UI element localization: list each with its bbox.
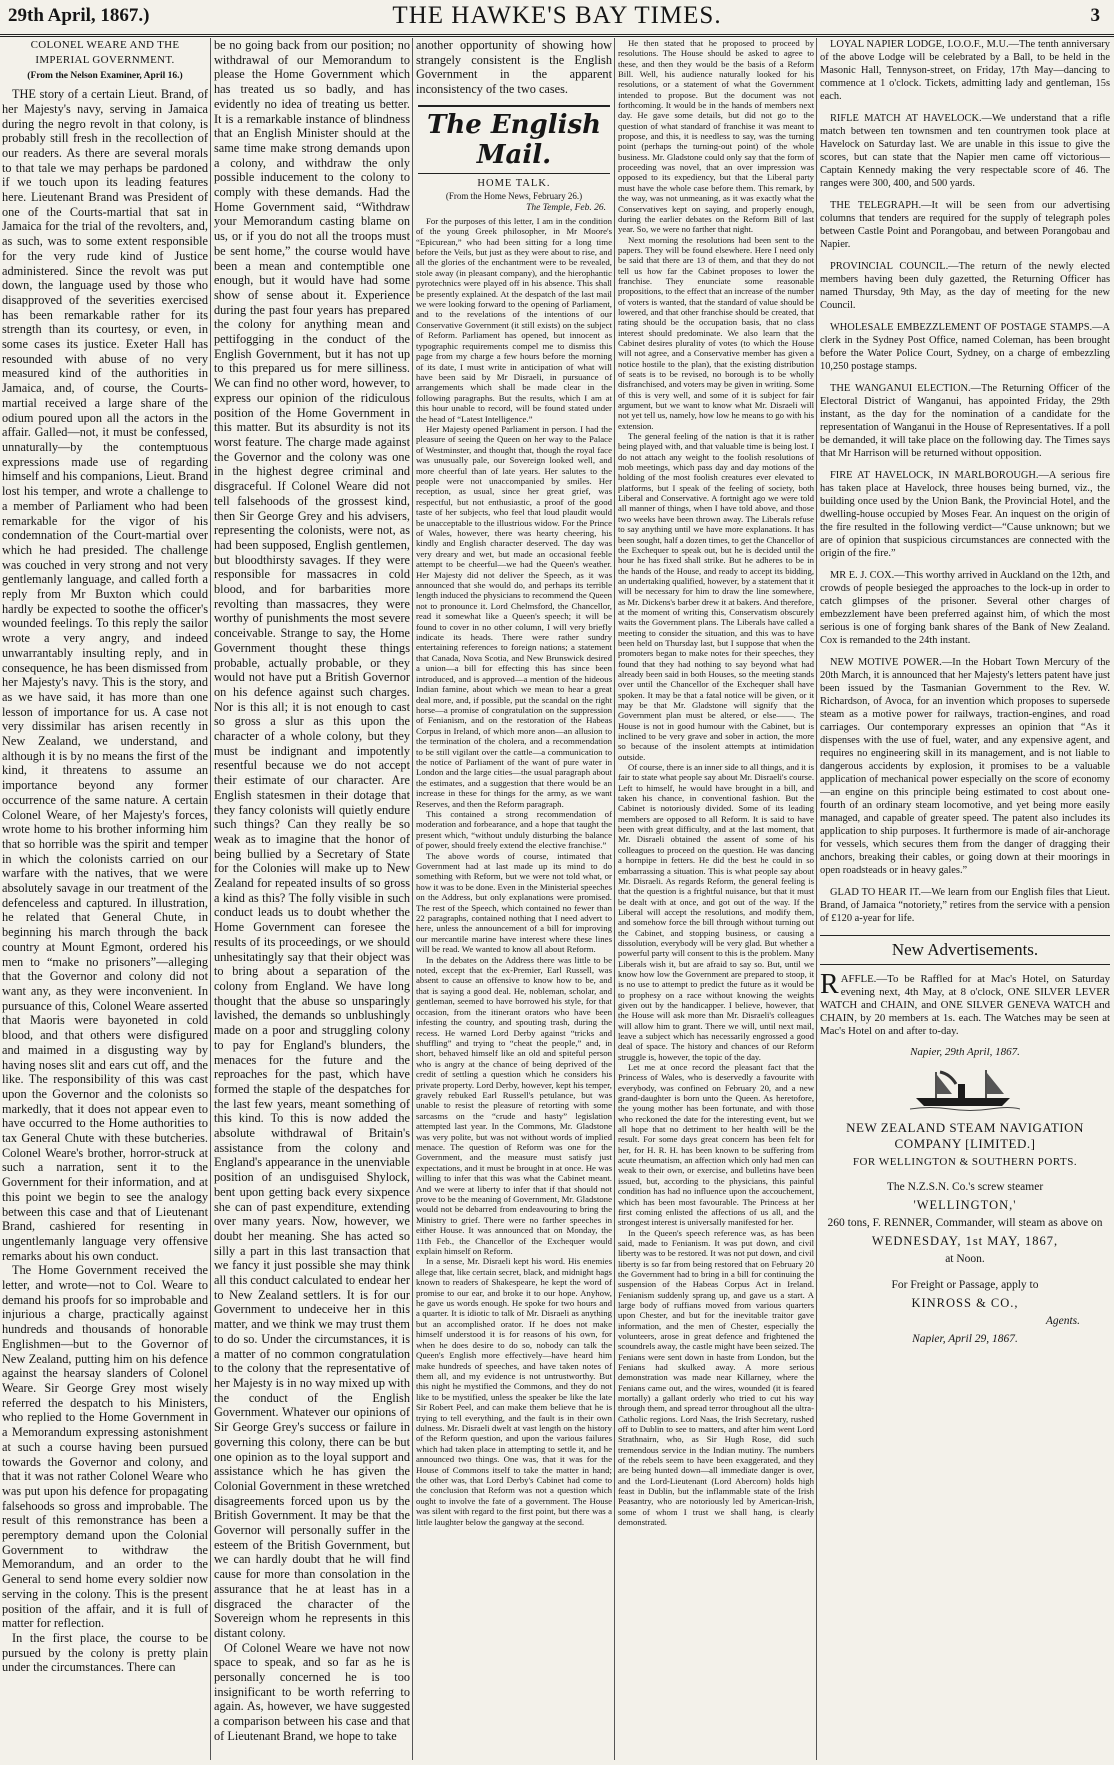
raffle-signoff: Napier, 29th April, 1867. bbox=[910, 1046, 1020, 1058]
local-news-list bbox=[820, 38, 1110, 925]
column-rule bbox=[412, 38, 413, 1760]
section-title: The English Mail. bbox=[426, 109, 602, 170]
article-paragraph: Let me at once record the pleasant fact that the Princess of Wales, who is deservedly a favourite with everybody, was confined on February 20, and a new grand-daughter is born unto the Queen. As heretofore, the young mother has been fortunate, and with those who reckoned the date for the interesting event, but we all hope that no detriment to her health will be the result. For some days great concern has been felt for her, for H. R. H. has been known to be suffering from acute rheumatism, an affection which only had men can weak to their own, or exercise, and bulletins have been issued, but, according to the physicians, this painful condition has had no influence upon the accouchement, which has been most favourable. The Princess at her first coming enlisted the affections of us all, and the strongest interest is universally manifested for her. bbox=[618, 1062, 814, 1228]
news-text: —This worthy arrived in Auckland on the 12th, and crowds of people besieged the approaches to the lock-up in order to catch glimpses of the prisoner. Several other charges of embezzlement have been preferred against him, of which the most serious is one of forging bank shares of the Bank of New Zealand. Cox is remanded to the 24th instant. bbox=[820, 570, 1110, 646]
sailing-time: at Noon. bbox=[945, 1253, 985, 1265]
article-source: (From the Nelson Examiner, April 16.) bbox=[27, 71, 183, 82]
raffle-text: AFFLE.—To be Raffled for at Mac's Hotel, on Saturday evening next, 4th May, at 8 o'clock, ONE SILVER LEVER WATCH and CHAIN, and ONE SILVER GENEVA WATCH and CHAIN, by 20 members at 1s. each. The Watches may be seen at Mac's Hotel on and after to-day. bbox=[820, 973, 1110, 1037]
news-lead: FIRE AT HAVELOCK, IN MARLBOROUGH. bbox=[830, 470, 1039, 481]
news-lead: LOYAL NAPIER LODGE, I.O.O.F., M.U. bbox=[830, 39, 1009, 50]
news-text: —A serious fire has taken place at Havelock, three houses being burned, viz., the building once used by the Union Bank, the Provincial Hotel, and the dwelling-house occupied by Moses Fear. An inquest on the origin of the fire resulted in the following verdict—“Cause unknown; but we are of opinion that suspicious circumstances are connected with the origin of the fire.” bbox=[820, 470, 1110, 559]
news-lead: NEW MOTIVE POWER. bbox=[830, 657, 942, 668]
article-paragraph: Next morning the resolutions had been sent to the papers. They will be found elsewhere. Here I need only be said that there are 13 of them, and that they do not tell us how far the Cabinet proposes to lower the franchise. They enunciate some reasonable propositions, to the effect that an increase of the number of voters is wanted, that the standard of value should be lowered, and that other franchise should be created, that rating should be the occupation basis, that no class interest should predominate. We also learn that the Cabinet desires plurality of votes (to which the House will not agree, and a Conservative member has given a notice hostile to the plan), that the existing distribution of seats is to be revised, no borough is to be wholly disfranchised, and voters may be given in writing. Some of this is very well, and some of it is subject for fair argument, but we want to know what Mr. Disraeli will not yet tell us, namely, how low he means to go with his extension. bbox=[618, 234, 814, 431]
steamship-icon bbox=[910, 1066, 1020, 1112]
news-text: —In the Hobart Town Mercury of the 20th March, it is announced that her Majesty's letters patent have just been issued by the Tasmanian Government to the Rev. W. Richardson, of Avoca, for an invention which proposes to supersede steam as a motive power for railways, traction-engines, and road carriages. Our contemporary expresses an opinion that “As it dispenses with the use of fuel, water, and any expensive agent, and requires no engineering skill in its management, and is not liable to dangerous accidents by explosion, it promises to be a valuable application of mechanical power especially on the score of economy—an engine on this principle being estimated to cost about one-fourth of an ordinary steam locomotive, and yet being more easily managed, and capable of greater speed. The patent also includes its application to ship purposes. It furthermore is made of air-anchorage for vessels, which secures them from the danger of dragging their anchors, breaking their cables, or going down at their moorings in open roadsteads or in heavy gales.” bbox=[820, 657, 1110, 876]
news-lead: RIFLE MATCH AT HAVELOCK. bbox=[830, 113, 982, 124]
article-paragraph: Of Colonel Weare we have not now space to speak, and so far as he is personally concerned he is too insignificant to be worth referring to again. As, however, we have suggested a comparison between his case and that of Lieutenant Brand, we hope to take bbox=[214, 1640, 410, 1743]
news-item bbox=[820, 260, 1110, 312]
dateline: The Temple, Feb. 26. bbox=[526, 202, 606, 213]
article-paragraph: another opportunity of showing how strangely consistent is the English Government in the apparent inconsistency of the two cases. bbox=[416, 38, 612, 97]
issue-date: 29th April, 1867.) bbox=[8, 5, 150, 26]
article-heading: COLONEL WEARE AND THE IMPERIAL GOVERNMENT. bbox=[30, 39, 180, 66]
news-item bbox=[820, 38, 1110, 103]
ship-name: 'WELLINGTON,' bbox=[913, 1198, 1017, 1212]
news-text: —A clerk in the Sydney Post Office, named Coleman, has been brought before the Water Police Court, Sydney, on a charge of embezzling 10,250 postage stamps. bbox=[820, 322, 1110, 372]
article-paragraph: Of course, there is an inner side to all things, and it is fair to state what people say about Mr. Disraeli's course. Left to himself, he would have brought in a bill, and taken his chance, in conventional fashion. But the Cabinet is notoriously divided. Some of its leading members are opposed to all Reform. It is said to have been with great difficulty, and at the last moment, that Mr. Disraeli obtained the assent of some of his colleagues to proceed on the question. He was dancing a hornpipe in fetters. He did the best he could in so embarrassing a situation. This is what people say about Mr. Disraeli. As regards Reform, the general feeling is that the question is a frightful nuisance, but that it must be dealt with at once, and got out of the way. If the Liberal will accept the resolutions, and modify them, and somehow force the bill through without turning out the Cabinet, and stopping business, or causing a dissolution, everybody will be very glad. But whether a powerful party will consent to this is the problem. Many Liberals wish it, but are afraid to say so. But, until we know how low the Government are prepared to stoop, it is no use to attempt to predict the future as it would be to prophesy on a race without knowing the weights given out by the handicapper. I believe, however, that the House will ask more than Mr. Disraeli's colleagues will allow him to grant. There we will, until next mail, leave a subject which has necessarily engrossed a good deal of space. The history and chances of our Reform struggle is, however, the topic of the day. bbox=[618, 762, 814, 1062]
ad-line: For Freight or Passage, apply to bbox=[891, 1279, 1039, 1291]
english-mail-continued bbox=[618, 38, 814, 1760]
article-paragraph: He then stated that he proposed to proceed by resolutions. The House should be asked to agree to these, and then they would be the basis of a Reform Bill. Well, his audience naturally looked for his resolutions, or a statement of what the Government intended to propose. But the document was not forthcoming. It would be in the hands of members next day. He gave some details, but did not go to the question of what standard of franchise it was meant to propose, and this, it is needless to say, was the turning point (perhaps the turning-out point) of the whole business. Mr. Gladstone could only say that the form of proceeding was novel, that an over impression was opposed to its expediency, but that the Liberal party must have the whole case before them. This remark, by the way, was not unmeaning, as it was exactly what the Conservatives kept on saying, and properly enough, during the earlier debates on the Reform Bill of last year. So, we were no farther that night. bbox=[618, 38, 814, 235]
article-source: (From the Home News, February 26.) bbox=[445, 190, 583, 201]
article-paragraph: Her Majesty opened Parliament in person. I had the pleasure of seeing the Queen on her way to the Palace of Westminster, and thought that, though the royal face was unusually pale, our Sovereign looked well, and more cheerful than of late years. Her salutes to the people were not unaccompanied by smiles. Her reception, as usual, since her great grief, was respectful, but not enthusiastic, a proof of the good taste of her subjects, who feel that loud plaudit would be unacceptable to the illustrious widow. For the Prince of Wales, however, there was hearty cheering, his kindly and English character deserved. The day was very dreary and wet, but made an occasional feeble attempt to be cheerful—we had the Queen's weather. Her Majesty did not deliver the Speech, as it was announced that she would do, and perhaps its terrible length induced the physicians to recommend the Queen not to pronounce it. Lord Chelmsford, the Chancellor, read it somewhat like a Queen's speech; it will be found to cover in no other column, I will very briefly indicate its heads. There were rather sundry entertaining references to foreign nations; a statement that Canada, Nova Scotia, and New Brunswick desired a union—a bill for effecting this has since been introduced, and is approved—a mention of the hideous Indian famine, about which we mean to hear a great deal more, and, if possible, put the scandal on the right horse—a promise of congratulation on the suppression of Fenianism, and on the restoration of the Habeas Corpus in Ireland, of which more anon—an allusion to the termination of the cholera, and a recommendation to be still vigilant over the cattle—a communication to the notice of Parliament of the want of pure water in London and the large cities—the usual paragraph about the estimates, and a suggestion that there would be an increase in these for things for the army, as we want Reserves, and then the Reform paragraph. bbox=[416, 423, 612, 809]
news-item bbox=[820, 112, 1110, 190]
article-paragraph: This contained a strong recommendation of moderation and forbearance, and a hope that taught the present which, “without unduly disturbing the balance of power, should freely extend the elective franchise.” bbox=[416, 808, 612, 851]
article-paragraph: In the Queen's speech reference was, as has been said, made to Fenianism. It was put down, and civil liberty was to be restored. It was not put down, and civil liberty is so far from being restored that on February 20 the Government had to bring in a bill for continuing the suspension of the Habeas Corpus Act in Ireland. Fenianism suddenly sprang up, and gave us a start. A large body of ruffians moved from various quarters upon Chester, and but for the inevitable traitor gave information, and the men of Chester, especially the volunteers, arose in great defence and frightened the scoundrels away, the castle might have been seized. The Fenians were sent down in haste from London, but the Fenians had skulked away. A more serious demonstration was made near Killarney, where the Fenians came out, and the wires, wounded (it is feared mortally) a gallant orderly who tried to cut his way through them, and spread terror throughout all the ultra-Catholic regions. Lord Naas, the Irish Secretary, rushed off to Dublin to see to matters, and after him went Lord Strathnairn, who, as Sir Hugh Rose, did such tremendous service in the Indian mutiny. The numbers of the rebels seem to have been exaggerated, and they are being hunted down—all immediate danger is over, and the Lord-Lieutenant (Lord Abercorn) holds high feast in Dublin, but the inflammable state of the Irish Peasantry, who are notoriously led by American-Irish, some of whom I trust we shall hang, is clearly demonstrated. bbox=[618, 1227, 814, 1528]
section-subtitle: HOME TALK. bbox=[477, 177, 551, 189]
english-mail-column bbox=[416, 38, 612, 1760]
news-lead: WHOLESALE EMBEZZLEMENT OF POSTAGE STAMPS. bbox=[830, 322, 1093, 333]
route-heading: FOR WELLINGTON & SOUTHERN PORTS. bbox=[852, 1156, 1078, 1168]
article-paragraph: The above words of course, intimated that Government had at last made up its mind to do something with Reform, but we were not told what, or how it was to be done. Even in the Ministerial speeches on the Address, but only explanations were promised. The rest of the Speech, which contained no fewer than 22 paragraphs, contained nothing that I need advert to here, unless the announcement of a bill for improving our mercantile marine have interest where these lines will be read. We wanted to know all about Reform. bbox=[416, 850, 612, 955]
company-heading: NEW ZEALAND STEAM NAVIGATION COMPANY [LIMITED.] bbox=[846, 1120, 1084, 1151]
news-item bbox=[820, 656, 1110, 877]
agents-label: Agents. bbox=[1045, 1315, 1080, 1327]
news-item bbox=[820, 469, 1110, 560]
article-paragraph: For the purposes of this letter, I am in the condition of the young Greek philosopher, in Mr Moore's “Epicurean,” who had been sitting for a long time before the Veils, but just as they were about to rise, and all the glories of the enchantment were to be revealed, stole away (in pleasant company), and the hierophantic pyrotechnics were played off in his absence. This shall be presently explained. At the despatch of the last mail we were looking forward to the opening of Parliament, and to the revelations of the intentions of our Conservative Government (it still exists) on the subject of Reform. Parliament has opened, but innocent as typographic requirements compel me to dismiss this page from my charge a few hours before the morning of its date, I must write in anticipation of what will have been said by Mr Disraeli, in pursuance of arrangements which shall be made clear in the following paragraphs. But the results, which I am at this hour unable to record, will be found stated under the head of “Latest Intelligence.” bbox=[416, 215, 612, 424]
news-lead: GLAD TO HEAR IT. bbox=[830, 887, 922, 898]
steam-navigation-advertisement bbox=[820, 1120, 1110, 1348]
news-text: —It will be seen from our advertising columns that tenders are required for the supply of telegraph poles between Castle Point and Porangobau, and between Porangobau and Napier. bbox=[820, 200, 1110, 250]
article-paragraph: In the debates on the Address there was little to be noted, except that the ex-Premier, Earl Russell, was absent to cause an offensive to know how to be, and that is saying a good deal. He, nobleman, scholar, and gentleman, seemed to have borrowed his style, for that occasion, from the itinerant orators who have been infesting the country, and spouting trash, during the recess. He warned Lord Derby against “tricks and shuffling” and trying to “cheat the people,” and, in short, behaved himself like an old and spiteful person who is angry at the chance of being deprived of the credit of settling a question which he considers his private property. Lord Derby, however, kept his temper, gravely rebuked Earl Russell's petulance, but was unable to resist the pleasure of retorting with some sarcasms on the “crude and hasty” legislation attempted last year. In the Commons, Mr. Gladstone was very polite, but was not without words of implied menace. The question of Reform was one for the Government, and the measure must satisfy just expectations, and it must be brought in at once. He was willing to infer that this was what the Cabinet meant. And we were at liberty to infer that if that should not prove to be the meaning of Government, Mr. Gladstone would not be debarred from endeavouring to bring the Ministry to grief. There were no farther speeches in either House. It was announced that on Monday, the 11th Feb., the Chancellor of the Exchequer would explain himself on Reform. bbox=[416, 954, 612, 1257]
news-lead: MR E. J. COX. bbox=[830, 570, 895, 581]
article-paragraph: be no going back from our position; no withdrawal of our Memorandum to please the Home Government which has treated us so badly, and has evidently no idea of treating us better. It is a remarkable instance of blindness that an English Minister should at the same time make strong demands upon a colony, and withdraw the only possible inducement to the colony to comply with these demands. Had the Home Government said, “Withdraw your Memorandum casting blame on us, or if you do not all the troops must be sent home,” the course would have been a mean and contemptible one enough, but it would have had some show of sense about it. Experience during the past four years has prepared the colony for anything mean and pettifogging in the conduct of the English Government, but it has not up to this prepared us for mere silliness. We can find no other word, however, to express our opinion of the ridiculous position of the Home Government in this matter. But its absurdity is not its worst feature. The charge made against the Governor and the colony was one in the highest degree criminal and disgraceful. If Colonel Weare did not tell falsehoods of the grossest kind, then Sir George Grey and his advisers, representing the colonists, were not, as had been supposed, English gentlemen, but bloodthirsty savages. If they were responsible for massacres in cold blood, and for barbarities more revolting than massacres, they were worthy of punishments the most severe conceivable. Strange to say, the Home Government thought these things probable, actually probable, or they would not have put a British Governor on his defence against such charges. Nor is this all; it is not enough to cast so gross a slur as this upon the character of a whole colony, but they must be indignant and impotently resentful because we do not accept their estimate of our character. Are English statesmen in their dotage that they fancy colonists will quietly endure such things? Can they really be so weak as to imagine that the honor of being bullied by a Secretary of State for the Colonies will make up to New Zealand for repeated insults of so gross a kind as this? The folly visible in such conduct leads us to doubt whether the Home Government can foresee the results of its proceedings, or we should unhesitatingly say that their object was to bring about a separation of the colony from England. We have long thought that the abuse so unsparingly lavished, the demands so unblushingly made on a poor and struggling colony to pay for England's blunders, the menaces for the future and the reproaches for the past, which have formed the staple of the despatches for the last few years, meant something of this kind. To this is now added the absolute withdrawal of Britain's assistance from the colony and England's appearance in the unenviable position of an undisguised Shylock, bent upon getting back every sixpence she can of past expenditure, extending over many years. Now, however, we doubt her meaning. She has acted so silly a part in this last transaction that we fancy it just possible she may think all this conduct calculated to endear her to New Zealand settlers. It is for our Government to undeceive her in this matter, and we think we may trust them to do so. Under the circumstances, it is a matter of no common congratulation to the colony that the representative of her Majesty is in no way mixed up with the conduct of the English Government. Whatever our opinions of Sir George Grey's success or failure in governing this colony, there can be but one opinion as to the loyal support and assistance which he has given the Colonial Government in these wretched disagreements forced upon us by the British Government. It may be that the Governor will personally suffer in the esteem of the British Government, but we can hardly doubt that he will find cause for more than consolation in the assurance that he at least has in a disgraced the character of the Sovereign whom he represents in this distant colony. bbox=[214, 38, 410, 1640]
news-text: —The Returning Officer of the Electoral District of Wanganui, has appointed Friday, the 29th instant, as the day for the nomination of a candidate for the representation of Wanganui in the House of Representatives. If a poll be demanded, it will take place on the following day. The Times says that Mr Harrison will be returned without opposition. bbox=[820, 383, 1110, 459]
news-text: —We understand that a rifle match between ten townsmen and ten countrymen took place at Havelock on Saturday last. We are unable in this issue to give the scores, but can state that the Napier men came off victorious—Captain Kennedy making the very respectable score of 46. The ranges were 300, 400, and 500 yards. bbox=[820, 113, 1110, 189]
new-advertisements-heading: New Advertisements. bbox=[820, 935, 1110, 965]
page-number: 3 bbox=[1090, 5, 1100, 26]
sailing-date: WEDNESDAY, 1st MAY, 1867, bbox=[871, 1234, 1059, 1248]
news-item bbox=[820, 321, 1110, 373]
column-rule bbox=[210, 38, 211, 1760]
news-text: —The tenth anniversary of the above Lodge will be celebrated by a Ball, to be held in the Masonic Hall, Tennyson-street, on Friday, 17th May—dancing to commence at 1 o'clock. Tickets, admitting lady and gentleman, 15s each. bbox=[820, 39, 1110, 102]
drop-cap: R bbox=[820, 969, 839, 1000]
news-item bbox=[820, 199, 1110, 251]
newspaper-title: THE HAWKE'S BAY TIMES. bbox=[392, 2, 722, 29]
ad-signoff: Napier, April 29, 1867. bbox=[912, 1333, 1018, 1345]
column-rule bbox=[614, 38, 615, 1760]
section-banner bbox=[418, 105, 610, 174]
news-lead: THE WANGANUI ELECTION. bbox=[830, 383, 971, 394]
article-colonel-weare bbox=[2, 38, 208, 1760]
raffle-advertisement bbox=[820, 969, 1110, 1038]
local-news-column bbox=[820, 38, 1110, 1760]
ad-line: 260 tons, F. RENNER, Commander, will steam as above on bbox=[827, 1217, 1103, 1229]
news-lead: PROVINCIAL COUNCIL. bbox=[830, 261, 949, 272]
article-paragraph: THE story of a certain Lieut. Brand, of her Majesty's navy, serving in Jamaica during the negro revolt in that colony, is probably still fresh in the recollection of our readers. As there are several morals to that tale we may perhaps be pardoned if we touch upon its leading features here. Lieutenant Brand was President of one of the Courts-martial that sat in Jamaica for the trial of the revolters, and, as such, was to some extent responsible for the very rude kind of Justice administered. Since the revolt was put down, the language used by those who disapproved of the severities exercised has been remarkable rather for its strength than its courtesy, or even, in some cases its justice. Exeter Hall has resounded with abuse of no very measured kind of the authorities in Jamaica, and, of course, the Courts-martial received a large share of the odium poured upon all the actors in the affair. Galled—not, it must be confessed, unnaturally—by the contemptuous expressions made use of regarding himself and his companions, Lieut. Brand lost his temper, and wrote a challenge to a member of Parliament who had been remarkable for the vigor of his condemnation of the Court-martial over which he had presided. The challenge was couched in very strong and not very gentlemanly language, and called forth a reply from Mr Buxton which could hardly be expected to soothe the officer's wounded feelings. To this reply the sailor wrote a very angry, and indeed unwarrantably insulting reply, and in consequence, he has been dismissed from her Majesty's navy. This is the story, and as we have said, it has more than one lesson of importance for us. A case not very dissimilar has arisen recently in New Zealand, we understand, and although it is by no means the first of the kind, it threatens to assume an importance beyond any former occurrence of the same nature. A certain Colonel Weare, of her Majesty's forces, wrote home to his brother informing him that so horrible was the spirit and temper in which the colonists carried on our warfare with the natives, that we were absolutely savage in our treatment of the defenceless and captured. In illustration, he related that General Chute, in beginning his march through the back country at Mount Egmont, ordered his men to “make no prisoners”—alleging that the Governor and colony did not want any, as they were inconvenient. In pursuance of this, Colonel Weare asserted that Maoris were bayoneted in cold blood, and that others were disfigured and maimed in a disgusting way by having noses slit and ears cut off, and the like. The responsibility of this was cast upon the Governor and the colonists so markedly, that it does not appear even to have occurred to the Home authorities to tax General Chute with these butcheries. Colonel Weare's brother, horror-struck at such a narration, sent it to the Government for their information, and at this point we begin to see the analogy between this case and that of Lieutenant Brand, cashiered for resenting in ungentlemanly language very offensive remarks about his own conduct. bbox=[2, 87, 208, 1263]
article-paragraph: The general feeling of the nation is that it is rather being played with, and that valuable time is being lost. I do not attach any weight to the foolish resolutions of mob meetings, which pass day and day motions of the holding of the most foolish creatures ever elevated to platforms, but I speak of the feeling of society, both Liberal and Conservative. A fortnight ago we were told all manner of things, when I have told above, and those two weeks have been thrown away. The Liberals refuse to say anything until we have more explanations. It has been sought, half a dozen times, to get the Chancellor of the Exchequer to speak out, but he is decided until the hour he has fixed shall strike. But he adheres to be in the hands of the House, and ready to accept its bidding, an undertaking qualified, however, by a statement that it will be necessary for him to draw the line somewhere, as Mr. Dickens's barber drew it at bakers. And therefore, at the moment of writing this, Conservatism obscurely waits the Government plans. The Liberals have called a meeting to consider the situation, and this was to have been held on Thursday last, but I suppose that when the promoters began to make notes for their speeches, they found that they had nothing to say beyond what had already been said in both Houses, so the meeting stands over until the Chancellor of the Exchequer shall have spoken. It may be that a fatal notice will be given, or it may be that Mr. Gladstone will signify that the Government plan must be altered, or else——. The House is not in good humour with the Cabinet, but is inclined to be very grave and sober in action, the more so because of the insolent attempts at intimidation outside. bbox=[618, 431, 814, 762]
news-item bbox=[820, 886, 1110, 925]
news-text: —The return of the newly elected members having been duly gazetted, the Returning Officer has named Thursday, 9th May, as the day of meeting for the new Council. bbox=[820, 261, 1110, 311]
article-paragraph: In a sense, Mr. Disraeli kept his word. His enemies allege that, like certain secret, black, and midnight hags known to readers of Shakespeare, he kept the word of promise to our ear, and broke it to our hope. Anyhow, he gave us words enough. He spoke for two hours and a quarter. It is idiotic to talk of Mr. Disraeli as anything but an accomplished orator. If he does not make himself understood it is for reasons of his own, for when he does desire to do so, nobody can talk the Queen's English more effectively—have heard him make hundreds of speeches, and have taken notes of them all, and my evidence is not untrustworthy. But this night he mystified the Commons, and they do not like to be mystified, unless the speaker be like the late Sir Robert Peel, and can make them believe that he is trying to tell everything, and the fault is in their own dulness. Mr. Disraeli dwelt at vast length on the history of the Reform question, and upon the various failures which had taken place in attempting to settle it, and he announced two things. One was, that it was for the House of Commons itself to take the matter in hand; the other was, that Lord Derby's Cabinet had come to the conclusion that Reform was not a question which ought to involve the fate of a government. The House was silent with regard to the first point, but there was a little laughter below the gangway at the second. bbox=[416, 1256, 612, 1527]
article-paragraph: The Home Government received the letter, and wrote—not to Col. Weare to demand his proofs for so improbable and injurious a charge, practically against hundreds and thousands of honorable Englishmen—but to the Governor of New Zealand, putting him on his defence against the hearsay slanders of Colonel Weare. Sir George Grey most wisely referred the despatch to his Ministers, who replied to the Home Government in a Memorandum expressing astonishment at such a course having been pursued towards the Governor and colony, and that it was not rather Colonel Weare who was put upon his defence for propagating falsehoods so gross and improbable. The result of this remonstrance has been a peremptory demand upon the Colonial Government to withdraw the Memorandum, and an order to the General to send home every soldier now serving in the colony. This is the present position of the affair, and it is full of matter for reflection. bbox=[2, 1263, 208, 1631]
news-text: —We learn from our English files that Lieut. Brand, of Jamaica “notoriety,” retires from the service with a pension of £120 a-year for life. bbox=[820, 887, 1110, 924]
news-item bbox=[820, 569, 1110, 647]
ad-line: The N.Z.S.N. Co.'s screw steamer bbox=[886, 1181, 1044, 1193]
news-item bbox=[820, 382, 1110, 460]
agents-name: KINROSS & CO., bbox=[911, 1296, 1019, 1310]
column-rule bbox=[816, 38, 817, 1760]
news-lead: THE TELEGRAPH. bbox=[830, 200, 922, 211]
masthead bbox=[0, 0, 1114, 37]
article-paragraph: In the first place, the course to be pursued by the colony is pretty plain under the circumstances. There can bbox=[2, 1630, 208, 1675]
article-continuation bbox=[214, 38, 410, 1760]
